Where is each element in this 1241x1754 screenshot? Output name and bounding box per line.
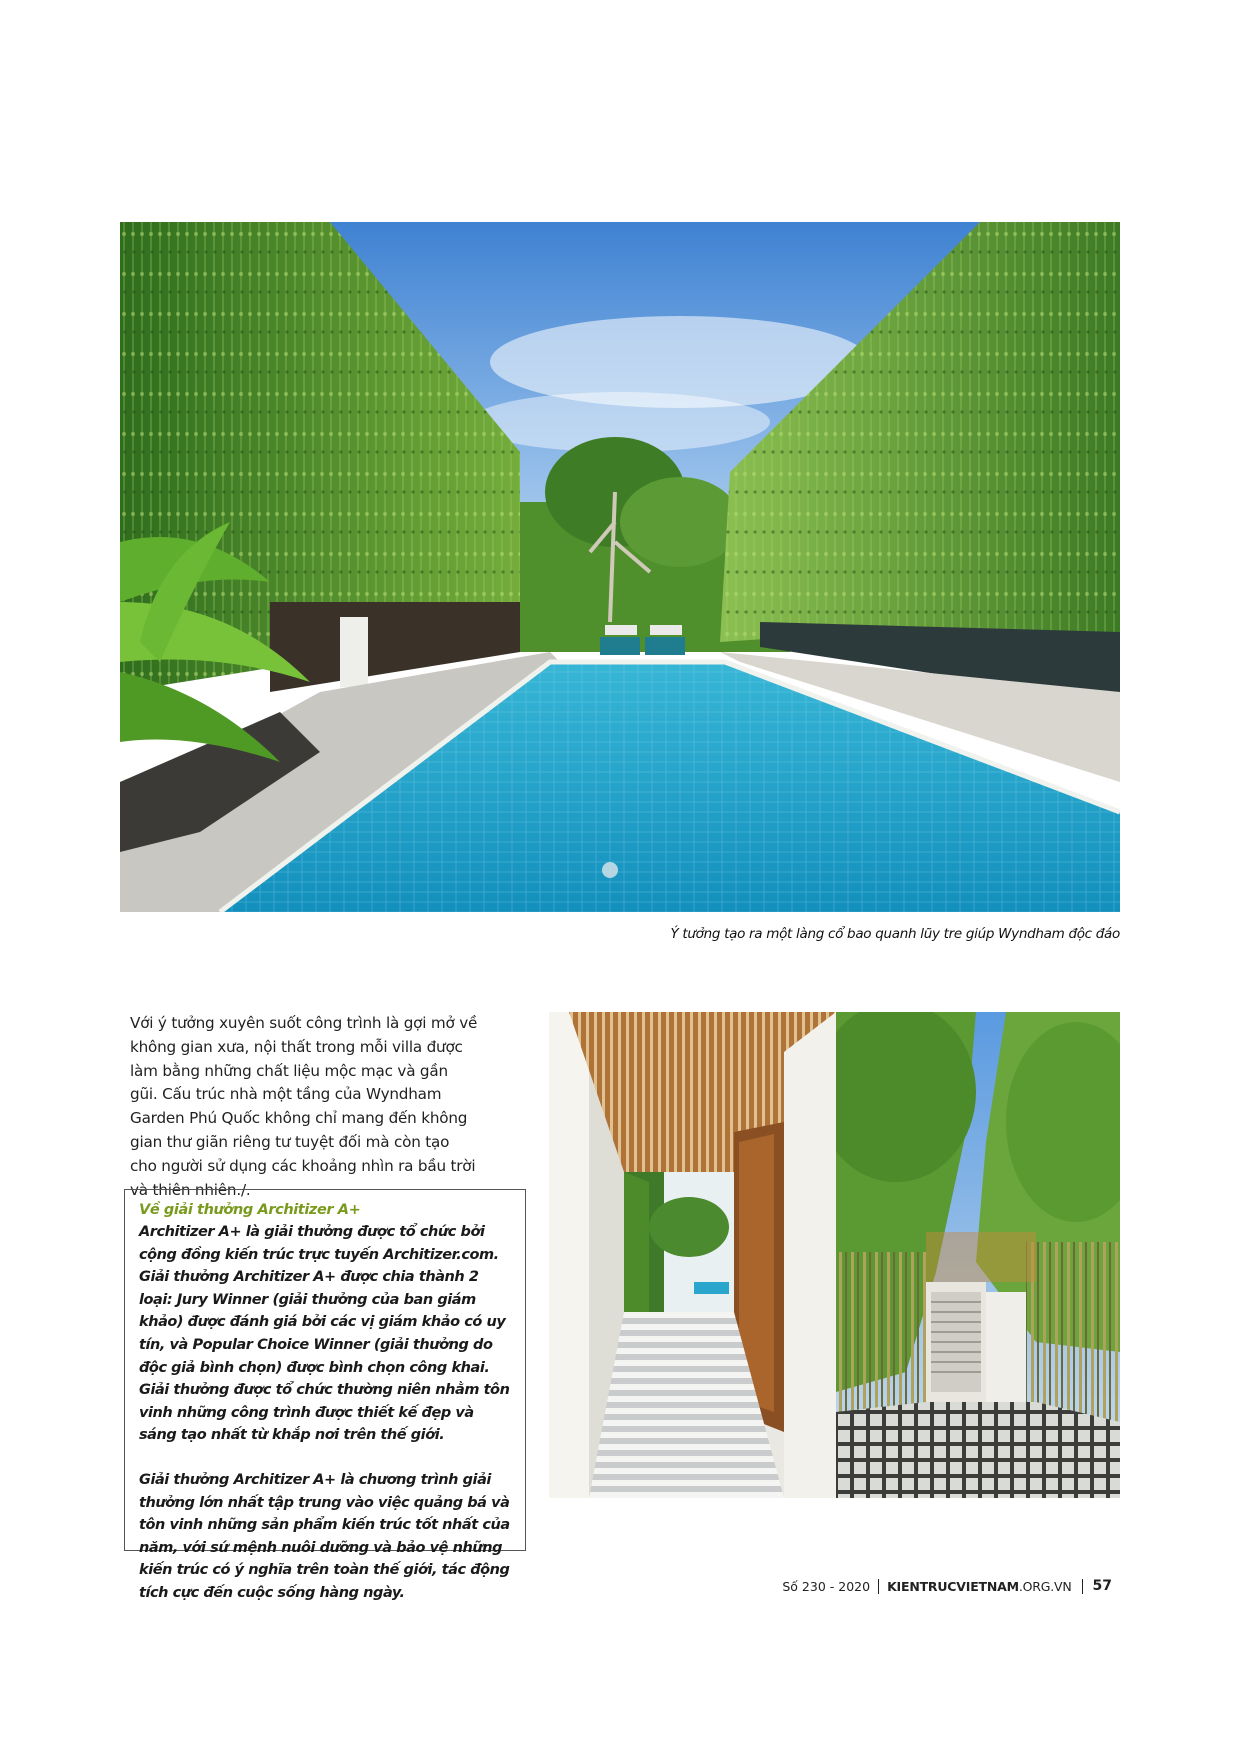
issue-number: Số 230 - 2020 [782, 1579, 879, 1594]
article-body-text: Với ý tưởng xuyên suốt công trình là gợi mở về không gian xưa, nội thất trong mỗi villa được làm bằng những chất liệu mộc mạc và gần gũi. Cấu trúc nhà một tầng của Wyndham Garden Phú Quốc không chỉ mang đến không gian thư giãn riêng tư tuyệt đối mà còn tạo cho người sử dụng các khoảng nhìn ra bầu trời và thiên nhiên./. [130, 1014, 478, 1199]
sidebar-box [124, 1189, 526, 1601]
sidebar-title: Về giải thưởng Architizer A+ [139, 1202, 361, 1218]
corridor-photo [549, 1012, 836, 1498]
bamboo-garden-photo [836, 1012, 1120, 1498]
sidebar-paragraph-1: Architizer A+ là giải thưởng được tổ chức bởi cộng đồng kiến trúc trực tuyến Architizer.com. Giải thưởng Architizer A+ được chia thành 2 loại: Jury Winner (giải thưởng của ban giám khảo) được đánh giá bởi các vị giám khảo có uy tín, và Popular Choice Winner (giải thưởng do độc giả bình chọn) được bình chọn công khai. Giải thưởng được tổ chức thường niên nhằm tôn vinh những công trình được thiết kế đẹp và sáng tạo nhất từ khắp nơi trên thế giới. [139, 1224, 510, 1444]
hero-caption: Ý tưởng tạo ra một làng cổ bao quanh lũy tre giúp Wyndham độc đáo [670, 926, 1120, 942]
website-domain: .ORG.VN [1018, 1578, 1072, 1594]
sidebar-paragraph-2: Giải thưởng Architizer A+ là chương trình giải thưởng lớn nhất tập trung vào việc quảng bá và tôn vinh những sản phẩm kiến trúc tốt nhất của năm, với sứ mệnh nuôi dưỡng và bảo vệ những kiến trúc có ý nghĩa trên toàn thế giới, tác động tích cực đến cuộc sống hàng ngày. [139, 1471, 510, 1601]
page-number: 57 [1092, 1578, 1112, 1594]
website [879, 1579, 1082, 1594]
website-name: KIENTRUCVIETNAM [887, 1578, 1019, 1594]
hero-photo [120, 222, 1120, 912]
page-footer [782, 1576, 1112, 1596]
